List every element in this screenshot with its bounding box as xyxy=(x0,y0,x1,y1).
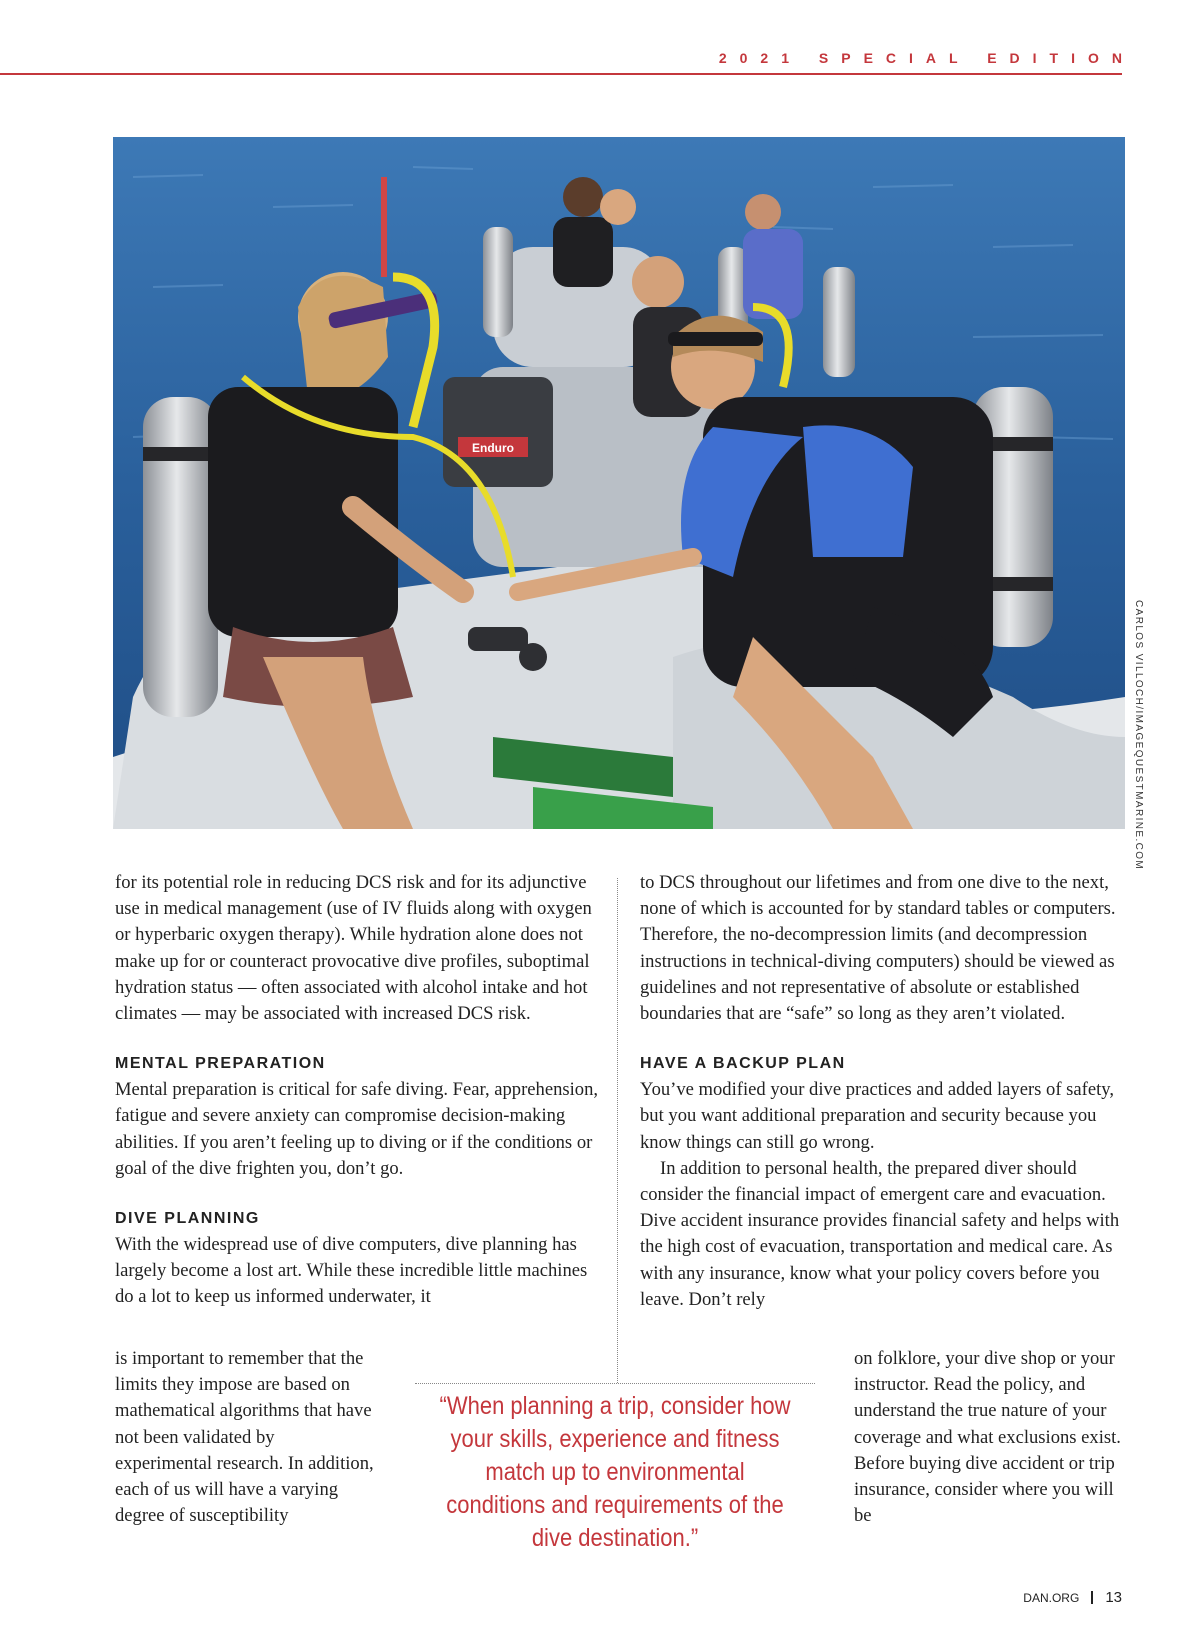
pull-quote: “When planning a trip, consider how your skills, experience and fitness match up to environmental conditions and requirements of the dive destination.” xyxy=(439,1392,791,1552)
section-heading-dive-planning: DIVE PLANNING xyxy=(115,1210,260,1228)
page-number: 13 xyxy=(1105,1589,1122,1606)
column-left xyxy=(115,870,600,1311)
footer-site: DAN.ORG xyxy=(1023,1591,1080,1605)
column-right xyxy=(640,870,1130,1313)
body-paragraph: to DCS throughout our lifetimes and from one dive to the next, none of which is accounted for by standard tables or computers. Therefore, the no-decompression limits (and decompression instructions in technical-diving computers) should be viewed as guidelines and not representative of absolute or established boundaries that are “safe” so long as they aren’t violated. xyxy=(640,872,1116,1025)
pullquote-divider xyxy=(415,1383,815,1384)
body-paragraph: for its potential role in reducing DCS risk and for its adjunctive use in medical management (use of IV fluids along with oxygen or hyperbaric oxygen therapy). While hydration alone does not make up for or counteract provocative dive profiles, suboptimal hydration status — often associated with alcohol intake and hot climates — may be associated with increased DCS risk. xyxy=(115,872,592,1025)
body-paragraph: You’ve modified your dive practices and added layers of safety, but you want additional preparation and security because you know things can still go wrong. xyxy=(640,1079,1114,1153)
section-heading-mental-preparation: MENTAL PREPARATION xyxy=(115,1055,326,1073)
column-divider xyxy=(617,878,618,1383)
body-paragraph-continued-right: on folklore, your dive shop or your instructor. Read the policy, and understand the true nature of your coverage and what exclusions exist. Before buying dive accident or trip insurance, consider where you will be xyxy=(854,1348,1121,1527)
divers-boat-illustration xyxy=(113,137,1125,829)
header-rule xyxy=(0,73,1122,75)
page-footer xyxy=(1023,1589,1122,1606)
divers-photo xyxy=(113,137,1125,829)
body-paragraph: With the widespread use of dive computers, dive planning has largely become a lost art. While these incredible little machines do a lot to keep us informed underwater, it xyxy=(115,1234,588,1308)
body-paragraph-continued-left: is important to remember that the limits they impose are based on mathematical algorithms that have not been validated by experimental research. In addition, each of us will have a varying degree of susceptibility xyxy=(115,1348,374,1527)
section-heading-backup-plan: HAVE A BACKUP PLAN xyxy=(640,1055,846,1073)
body-paragraph: Mental preparation is critical for safe diving. Fear, apprehension, fatigue and severe anxiety can compromise decision-making abilities. If you aren’t feeling up to diving or if the conditions or goal of the dive frighten you, don’t go. xyxy=(115,1079,599,1179)
footer-separator xyxy=(1091,1591,1093,1604)
body-paragraph: In addition to personal health, the prepared diver should consider the financial impact of emergent care and evacuation. Dive accident insurance provides financial safety and helps with the high cost of evacuation, transportation and medical care. As with any insurance, know what your policy covers before you leave. Don’t rely xyxy=(640,1157,1120,1310)
edition-header: 2021 SPECIAL EDITION xyxy=(718,50,1135,66)
photo-credit: CARLOS VILLOCH/IMAGEQUESTMARINE.COM xyxy=(1133,600,1144,871)
engine-brand-label: Enduro xyxy=(472,441,514,455)
